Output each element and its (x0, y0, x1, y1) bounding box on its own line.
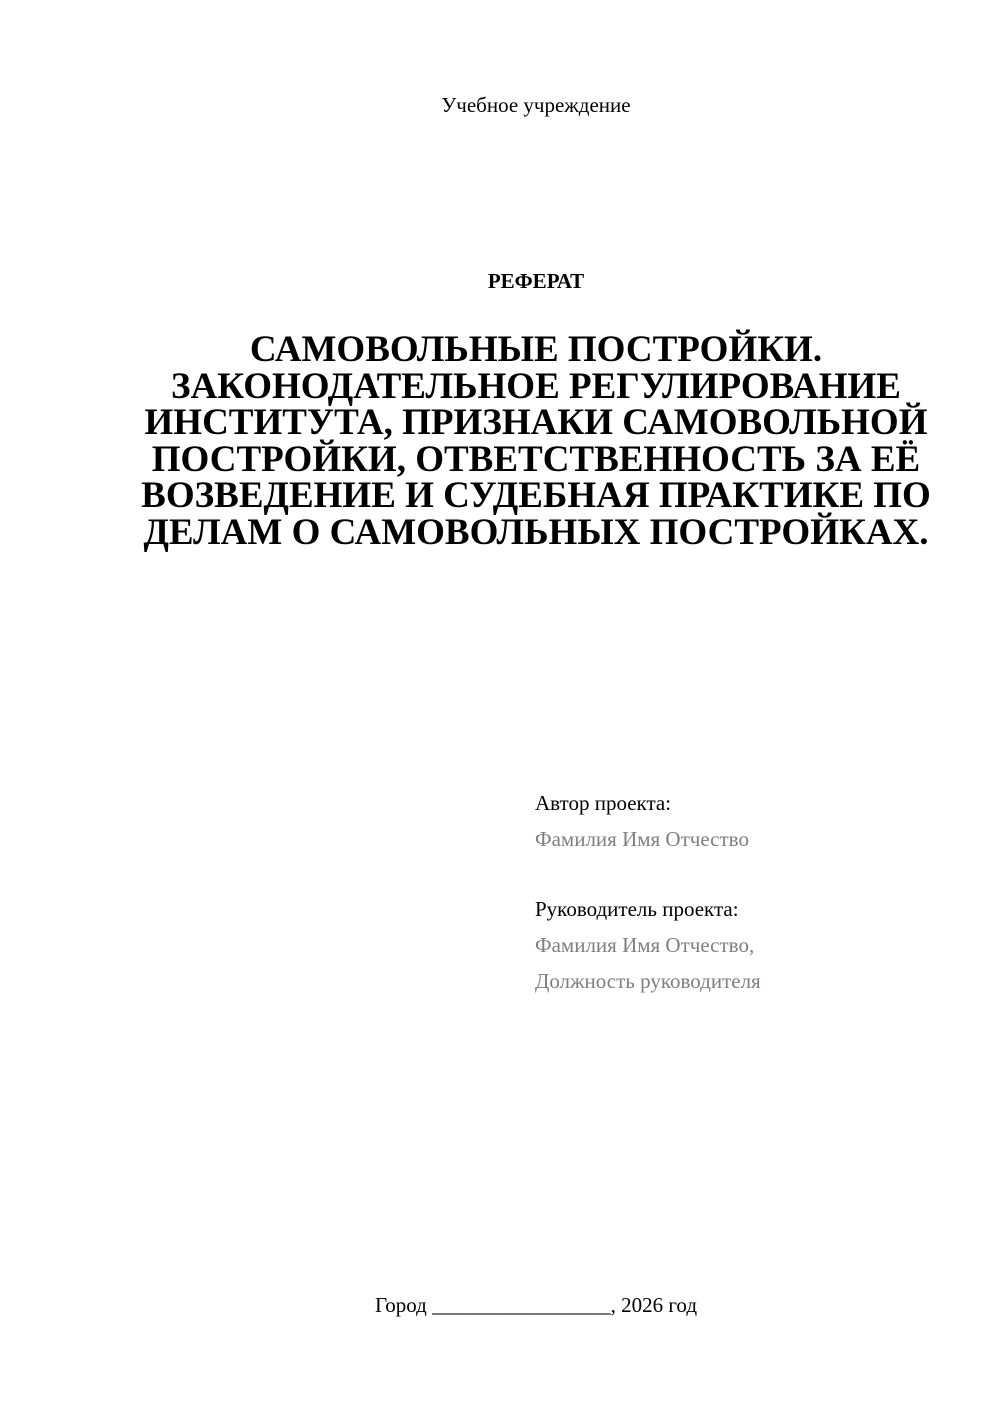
institution-name: Учебное учреждение (441, 93, 631, 117)
document-title: САМОВОЛЬНЫЕ ПОСТРОЙКИ. ЗАКОНОДАТЕЛЬНОЕ РЕГУЛИРОВАНИЕ ИНСТИТУТА, ПРИЗНАКИ САМОВОЛЬНОЙ ПОСТРОЙКИ, ОТВЕТСТВЕННОСТЬ ЗА ЕЁ ВОЗВЕДЕНИЕ И СУДЕБНАЯ ПРАКТИКЕ ПО ДЕЛАМ О САМОВОЛЬНЫХ ПОСТРОЙКАХ. (141, 329, 931, 553)
supervisor-name: Фамилия Имя Отчество, (535, 933, 755, 957)
supervisor-position: Должность руководителя (535, 969, 761, 993)
city-year-footer: Город _________________, 2026 год (374, 1293, 698, 1317)
document-type-label: РЕФЕРАТ (487, 269, 585, 293)
author-label: Автор проекта: (535, 791, 672, 815)
author-name: Фамилия Имя Отчество (535, 827, 749, 851)
supervisor-label: Руководитель проекта: (535, 897, 739, 921)
